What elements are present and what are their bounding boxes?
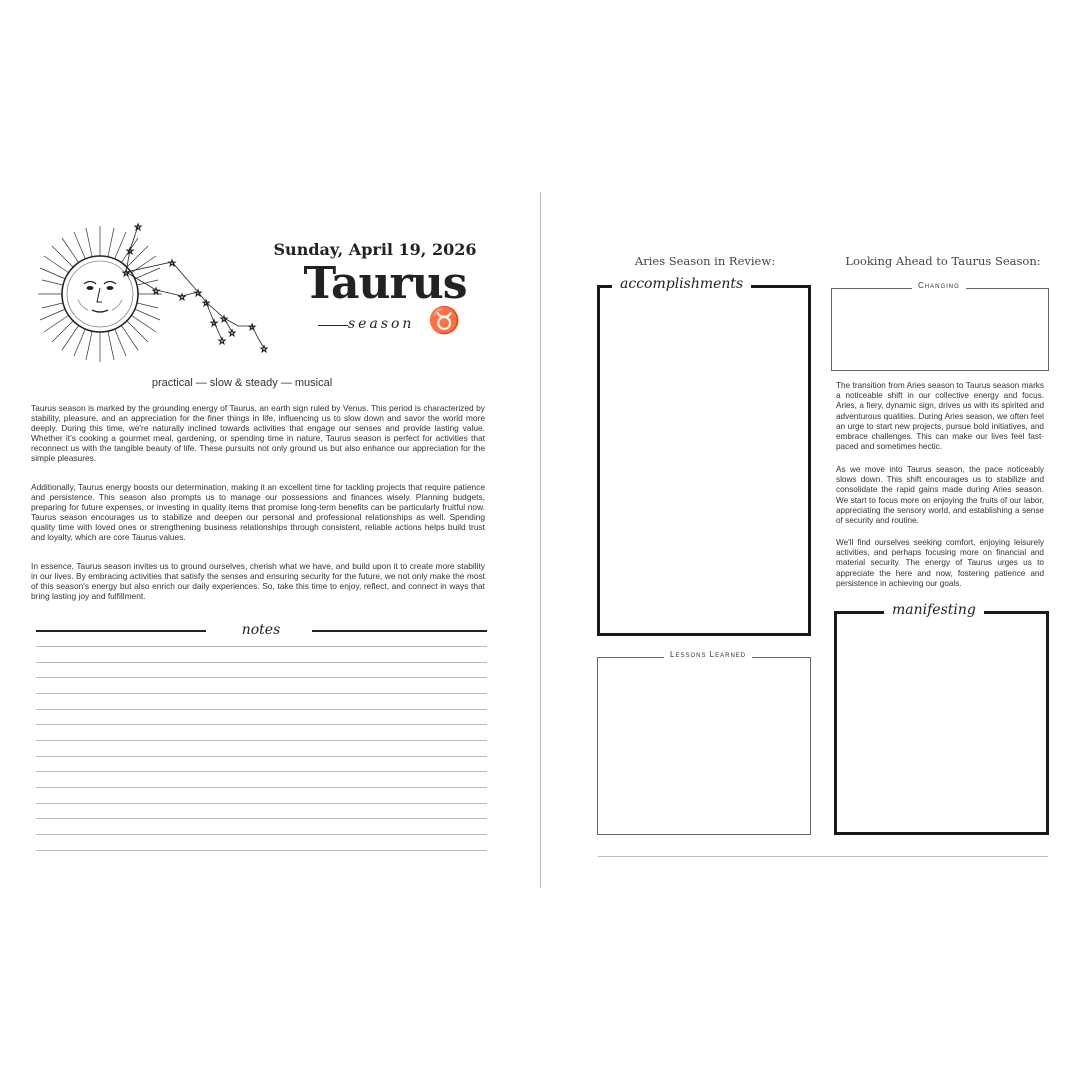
note-line (36, 646, 487, 647)
transition-paragraph-3: We'll find ourselves seeking comfort, enjoying leisurely activities, and perhaps focusing more on financial and material security. The energy of Taurus urges us to appreciate the here and now, fostering patience and persistence in achieving our goals. (836, 538, 1044, 588)
notes-label: notes (241, 622, 281, 638)
star-icons (122, 222, 268, 354)
page-subtitle: season (348, 316, 415, 332)
taurus-symbol-icon: ♉ (428, 305, 461, 335)
bottom-divider (598, 856, 1048, 857)
svg-text:☆: ☆ (218, 336, 227, 346)
manifesting-label: manifesting (884, 602, 984, 618)
changing-box[interactable] (831, 288, 1049, 371)
svg-text:☆: ☆ (122, 268, 131, 278)
entry-date: Sunday, April 19, 2026 (273, 240, 477, 259)
note-line (36, 834, 487, 835)
sign-keywords: practical — slow & steady — musical (151, 377, 333, 389)
svg-text:☆: ☆ (134, 222, 143, 232)
svg-text:☆: ☆ (220, 314, 229, 324)
svg-text:☆: ☆ (178, 292, 187, 302)
notes-header (36, 622, 487, 638)
ahead-heading: Looking Ahead to Taurus Season: (845, 254, 1041, 268)
sun-icon (38, 226, 162, 362)
intro-paragraph-2: Additionally, Taurus energy boosts our determination, making it an excellent time for tackling projects that require patience and persistence. This season also prompts us to manage our possessions and finances wisely. Planning budgets, preparing for future expenses, or investing in quality items that promise long-term benefits can be particularly fruitful now. Taurus season encourages us to stabilize and deepen our personal and professional relationships as well. Spending quality time with loved ones or strengthening business relationships through consistent, reliable actions helps build trust and loyalty, which are core Taurus values. (31, 482, 485, 543)
svg-text:☆: ☆ (228, 328, 237, 338)
svg-text:☆: ☆ (260, 344, 269, 354)
constellation-icon (126, 226, 264, 348)
page-title: Taurus (303, 258, 467, 309)
svg-text:☆: ☆ (248, 322, 257, 332)
transition-paragraph-1: The transition from Aries season to Taurus season marks a noticeable shift in our collective energy and focus. Aries, a fiery, dynamic sign, drives us with its spirited and adventurous qualities. During Aries season, we often feel an urge to start new projects, pursue bold initiatives, and embrace challenges. This can make our lives feel fast-paced and sometimes hectic. (836, 381, 1044, 452)
svg-text:☆: ☆ (152, 286, 161, 296)
intro-paragraph-3: In essence, Taurus season invites us to ground ourselves, cherish what we have, and build upon it to create more stability in our lives. By embracing activities that satisfy the senses and ensuring security for the future, we not only make the most of this season's energy but also enrich our daily experiences. So, take this time to enjoy, reflect, and connect in ways that bring lasting joy and fulfillment. (31, 561, 485, 602)
svg-text:☆: ☆ (210, 318, 219, 328)
svg-text:☆: ☆ (202, 298, 211, 308)
note-line (36, 818, 487, 819)
note-line (36, 740, 487, 741)
page-spine (540, 192, 541, 888)
note-line (36, 677, 487, 678)
note-line (36, 850, 487, 851)
svg-text:☆: ☆ (194, 288, 203, 298)
svg-text:☆: ☆ (168, 258, 177, 268)
manifesting-box[interactable] (834, 611, 1049, 835)
note-line (36, 803, 487, 804)
accomplishments-label: accomplishments (612, 276, 751, 292)
changing-label: Changing (912, 281, 966, 290)
lessons-learned-box[interactable] (597, 657, 811, 835)
note-line (36, 709, 487, 710)
note-line (36, 662, 487, 663)
intro-paragraph-1: Taurus season is marked by the grounding energy of Taurus, an earth sign ruled by Venus. This period is characterized by stability, pleasure, and an appreciation for the finer things in life, influencing us to slow down and savor the world more deeply. During this time, we're naturally inclined towards activities that engage our senses and provide lasting value. Whether it's cooking a gourmet meal, gardening, or spending time in nature, Taurus season is perfect for activities that reconnect us with the tangible beauty of life. These pursuits not only ground us but also enhance our appreciation for the simple pleasures. (31, 403, 485, 464)
note-line (36, 771, 487, 772)
notes-writing-area[interactable] (36, 646, 487, 862)
notes-divider-left (36, 630, 206, 632)
note-line (36, 756, 487, 757)
review-heading: Aries Season in Review: (634, 254, 776, 268)
svg-text:☆: ☆ (126, 246, 135, 256)
transition-paragraph-2: As we move into Taurus season, the pace noticeably slows down. This shift encourages us to stabilize and consolidate the rapid gains made during Aries season. We start to focus more on enjoying the fruits of our labor, appreciating the sensory world, and establishing a sense of security and routine. (836, 465, 1044, 526)
accomplishments-box[interactable] (597, 285, 811, 636)
note-line (36, 693, 487, 694)
note-line (36, 724, 487, 725)
season-flourish (318, 325, 348, 326)
sun-constellation-illustration (38, 222, 278, 362)
lessons-learned-label: Lessons Learned (664, 650, 752, 659)
notes-divider-right (312, 630, 487, 632)
note-line (36, 787, 487, 788)
